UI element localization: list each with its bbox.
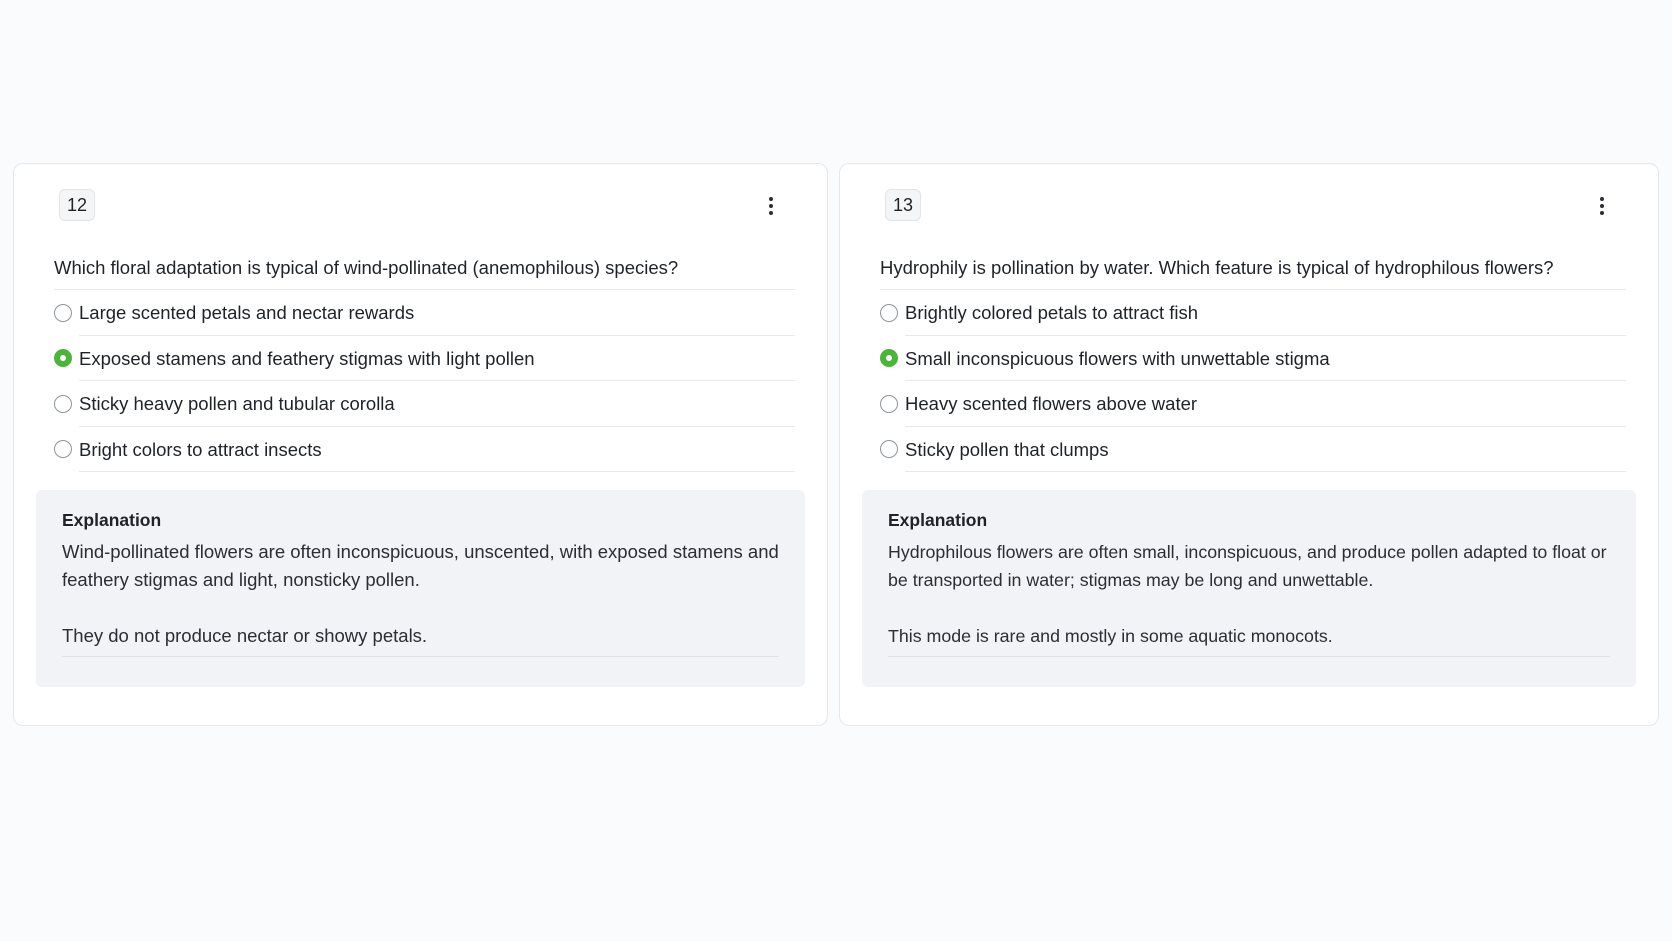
answer-option-label: Sticky pollen that clumps — [905, 427, 1626, 473]
explanation-panel — [862, 490, 1636, 687]
answer-option[interactable] — [880, 427, 1626, 473]
card-header — [36, 164, 805, 256]
radio-unchecked-icon[interactable] — [54, 440, 72, 458]
answer-option[interactable] — [880, 290, 1626, 336]
explanation-title: Explanation — [62, 510, 162, 530]
answer-option-label: Exposed stamens and feathery stigmas with light pollen — [79, 336, 795, 382]
radio-checked-icon[interactable] — [880, 349, 898, 367]
answer-option-label: Small inconspicuous flowers with unwettable stigma — [905, 336, 1626, 382]
radio-checked-icon[interactable] — [54, 349, 72, 367]
explanation-text: Hydrophilous flowers are often small, inconspicuous, and produce pollen adapted to float or be transported in water; stigmas may be long and unwettable. — [888, 542, 1607, 590]
more-vertical-icon — [769, 197, 773, 201]
question-text: Hydrophily is pollination by water. Which feature is typical of hydrophilous flowers? — [880, 256, 1626, 290]
question-card-list — [13, 163, 1659, 726]
answer-option-label: Heavy scented flowers above water — [905, 381, 1626, 427]
answer-option[interactable] — [54, 381, 795, 427]
more-options-button[interactable] — [759, 193, 783, 219]
explanation-note: They do not produce nectar or showy petals. — [62, 622, 779, 657]
explanation-text: Wind-pollinated flowers are often inconspicuous, unscented, with exposed stamens and feathery stigmas and light, nonsticky pollen. — [62, 541, 779, 590]
answer-option-selected[interactable] — [54, 336, 795, 382]
answer-options — [54, 290, 795, 472]
answer-option-label: Brightly colored petals to attract fish — [905, 290, 1626, 336]
card-header — [862, 164, 1636, 256]
answer-option-selected[interactable] — [880, 336, 1626, 382]
question-card — [13, 163, 828, 726]
answer-option-label: Large scented petals and nectar rewards — [79, 290, 795, 336]
more-options-button[interactable] — [1590, 193, 1614, 219]
radio-unchecked-icon[interactable] — [880, 440, 898, 458]
radio-unchecked-icon[interactable] — [54, 304, 72, 322]
more-vertical-icon — [1600, 197, 1604, 201]
answer-option-label: Bright colors to attract insects — [79, 427, 795, 473]
radio-unchecked-icon[interactable] — [880, 395, 898, 413]
answer-option[interactable] — [54, 290, 795, 336]
question-number-badge: 13 — [885, 189, 921, 221]
question-text: Which floral adaptation is typical of wind-pollinated (anemophilous) species? — [54, 256, 795, 290]
radio-unchecked-icon[interactable] — [54, 395, 72, 413]
question-number-badge: 12 — [59, 189, 95, 221]
explanation-title: Explanation — [888, 510, 988, 530]
answer-options — [880, 290, 1626, 472]
answer-option[interactable] — [54, 427, 795, 473]
question-card — [839, 163, 1659, 726]
answer-option[interactable] — [880, 381, 1626, 427]
answer-option-label: Sticky heavy pollen and tubular corolla — [79, 381, 795, 427]
explanation-panel — [36, 490, 805, 687]
radio-unchecked-icon[interactable] — [880, 304, 898, 322]
explanation-note: This mode is rare and mostly in some aquatic monocots. — [888, 622, 1610, 657]
